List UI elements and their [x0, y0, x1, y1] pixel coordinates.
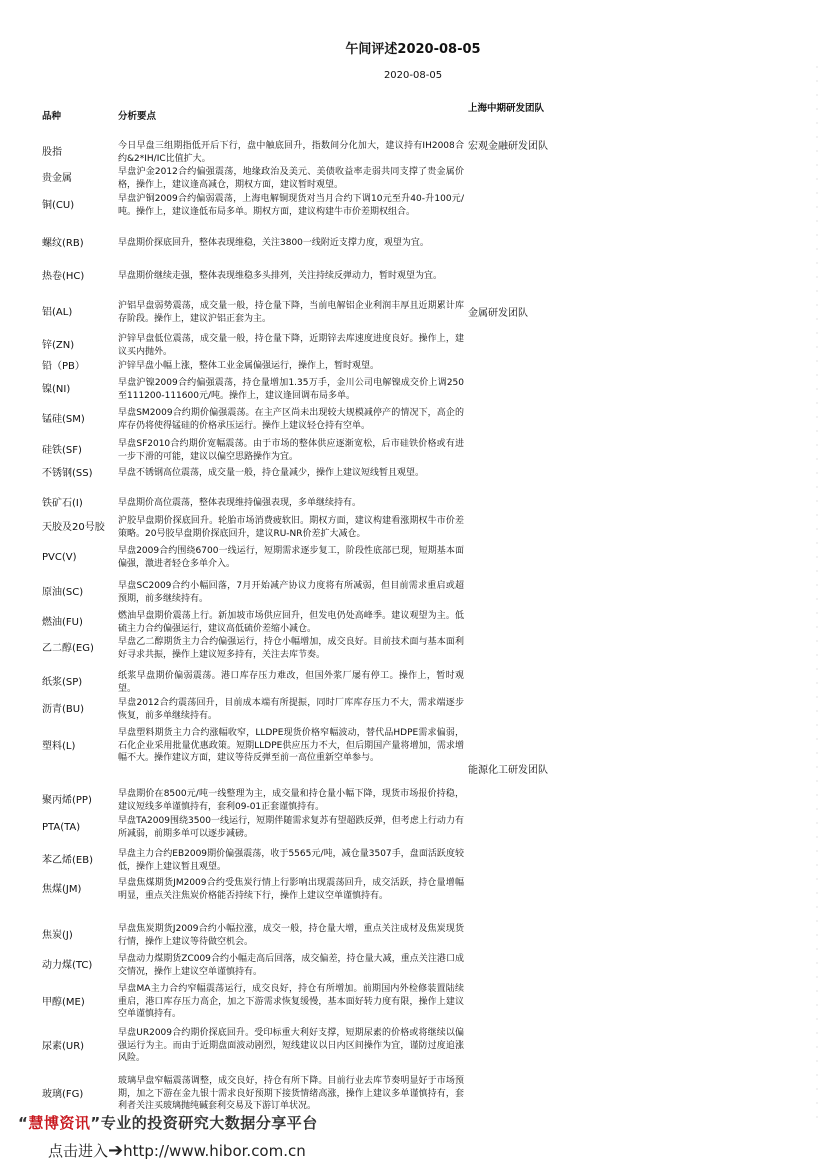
analysis-text: 沪锌早盘低位震荡，成交量一般，持仓量下降，近期锌去库速度进度良好。操作上，建议买内抛外。	[118, 334, 464, 357]
footer-link-line	[48, 1140, 306, 1161]
analysis-text: 早盘SM2009合约期价偏强震荡。在主产区尚未出现较大规模减停产的情况下，高企的库存仍将使得锰硅的价格承压运行。操作上建议轻仓持有空单。	[118, 408, 464, 431]
analysis-text: 早盘MA主力合约窄幅震荡运行，成交良好，持仓有所增加。前期国内外检修装置陆续重启，港口库存压力高企，加之下游需求恢复缓慢，基本面好转力度有限，操作上建议空单谨慎持有。	[118, 984, 464, 1019]
footer-slogan	[18, 1112, 318, 1133]
team-label-energy-chemicals: 能源化工研发团队	[468, 765, 548, 776]
analysis-text: 早盘沪金2012合约偏强震荡，地缘政治及美元、美债收益率走弱共同支撑了贵金属价格，操作上，建议逢高减仓，期权方面，建议暂时观望。	[118, 167, 464, 190]
analysis-text: 早盘不锈钢高位震荡，成交量一般，持仓量减少，操作上建议短线暂且观望。	[118, 468, 425, 478]
variety-name: PVC(V)	[42, 552, 77, 563]
analysis-text: 纸浆早盘期价偏弱震荡。港口库存压力难改，但国外浆厂屡有停工。操作上，暂时观望。	[118, 671, 464, 694]
variety-name: 甲醇(ME)	[42, 996, 85, 1008]
variety-name: 天胶及20号胶	[42, 522, 105, 533]
variety-name: 硅铁(SF)	[42, 445, 82, 456]
analysis-text: 玻璃早盘窄幅震荡调整，成交良好，持仓有所下降。目前行业去库节奏明显好于市场预期，加之下游在金九银十需求良好预期下接货情绪高涨，操作上建议多单谨慎持有，套利者关注买玻璃抛纯碱套利交易及下游订单状况。	[118, 1076, 464, 1111]
variety-name: 锰硅(SM)	[42, 414, 85, 425]
arrow-right-icon: ➔	[108, 1140, 124, 1161]
quote-close: ”	[90, 1114, 101, 1132]
analysis-text: 今日早盘三组期指低开后下行，盘中触底回升，指数间分化加大，建议持有IH2008合约&2*IH/IC比值扩大。	[118, 141, 464, 164]
page-title: 午间评述2020-08-05	[345, 42, 481, 57]
team-label-metals: 金属研发团队	[468, 308, 528, 319]
variety-name: 铝(AL)	[42, 307, 73, 318]
analysis-text: 早盘焦煤期货JM2009合约受焦炭行情上行影响出现震荡回升，成交活跃，持仓量增幅明显，重点关注焦炭价格能否持续下行，操作上建议空单谨慎持有。	[118, 878, 464, 901]
analysis-text: 早盘TA2009围绕3500一线运行，短期伴随需求复苏有望超跌反弹，但考虑上行动力有所减弱，前期多单可以逐步减磅。	[118, 816, 464, 839]
analysis-text: 燃油早盘期价震荡上行。新加坡市场供应回升，但发电仍处高峰季。建议观望为主。低硫主力合约偏强运行，建议高低硫价差缩小减仓。	[118, 611, 464, 634]
variety-name: 动力煤(TC)	[42, 960, 93, 971]
slogan-text: 专业的投资研究大数据分享平台	[100, 1114, 318, 1132]
analysis-text: 早盘乙二醇期货主力合约偏强运行，持仓小幅增加，成交良好。目前技术面与基本面利好寻求共振，操作上建议短多持有，关注去库节奏。	[118, 637, 464, 660]
analysis-text: 早盘2009合约围绕6700一线运行，短期需求逐步复工，阶段性底部已现，短期基本面偏强，激进者轻仓多单介入。	[118, 546, 464, 569]
analysis-text: 早盘期价继续走强，整体表现维稳多头排列，关注持续反弹动力，暂时观望为宜。	[118, 271, 443, 281]
team-label-macro-finance: 宏观金融研发团队	[468, 141, 548, 152]
analysis-text: 沪锌早盘小幅上涨，整体工业金属偏强运行，操作上，暂时观望。	[118, 361, 380, 371]
variety-name: 塑料(L)	[42, 740, 76, 752]
quote-open: “	[18, 1114, 29, 1132]
variety-name: 玻璃(FG)	[42, 1088, 84, 1100]
variety-name: 铜(CU)	[42, 200, 75, 211]
variety-name: 贵金属	[42, 173, 72, 184]
analysis-text: 早盘期价探底回升，整体表现维稳，关注3800一线附近支撑力度，观望为宜。	[118, 238, 429, 248]
variety-name: 螺纹(RB)	[42, 238, 84, 249]
variety-name: 焦煤(JM)	[42, 884, 82, 895]
footer-url-link[interactable]: http://www.hibor.com.cn	[123, 1142, 306, 1160]
analysis-text: 早盘焦炭期货J2009合约小幅拉涨，成交一般，持仓量大增，重点关注成材及焦炭现货行情，操作上建议等待做空机会。	[118, 924, 464, 947]
variety-name: 热卷(HC)	[42, 271, 85, 282]
column-header-team: 上海中期研发团队	[468, 103, 545, 114]
analysis-text: 早盘UR2009合约期价探底回升。受印标重大利好支撑，短期尿素的价格或将继续以偏强运行为主。而由于近期盘面波动剧烈，短线建议以日内区间操作为宜，谨防过度追涨风险。	[118, 1028, 464, 1063]
brand-name: 慧博资讯	[28, 1114, 91, 1132]
analysis-text: 早盘SF2010合约期价宽幅震荡。由于市场的整体供应逐渐宽松，后市硅铁价格或有进一步下滑的可能，建议以偏空思路操作为宜。	[118, 439, 464, 462]
variety-name: 燃油(FU)	[42, 617, 83, 628]
variety-name: 铁矿石(I)	[42, 498, 83, 509]
column-header-variety: 品种	[42, 111, 62, 122]
variety-name: 焦炭(J)	[42, 930, 73, 941]
analysis-text: 沪胶早盘期价探底回升。轮胎市场消费疲软旧。期权方面，建议构建看涨期权牛市价差策略。20号胶早盘期价探底回升，建议RU-NR价差扩大减仓。	[118, 516, 464, 539]
analysis-text: 早盘动力煤期货ZC009合约小幅走高后回落，成交偏差，持仓量大减，重点关注港口成交情况，操作上建议空单谨慎持有。	[118, 954, 464, 977]
column-header-analysis: 分析要点	[118, 111, 157, 122]
analysis-text: 早盘SC2009合约小幅回落，7月开始减产协议力度将有所减弱，但目前需求重启或超预期，前多继续持有。	[118, 581, 464, 604]
variety-name: 纸浆(SP)	[42, 677, 83, 688]
variety-name: 镍(NI)	[42, 384, 71, 395]
analysis-text: 早盘沪铜2009合约偏弱震荡，上海电解铜现货对当月合约下调10元至升40-升100元/吨。操作上，建议逢低布局多单。期权方面，建议构建牛市价差期权组合。	[118, 194, 464, 217]
analysis-text: 早盘主力合约EB2009期价偏强震荡，收于5565元/吨，减仓量3507手，盘面活跃度较低，操作上建议暂且观望。	[118, 849, 464, 872]
variety-name: 苯乙烯(EB)	[42, 855, 93, 866]
variety-name: 原油(SC)	[42, 587, 84, 598]
variety-name: 乙二醇(EG)	[42, 643, 94, 654]
variety-name: 锌(ZN)	[42, 340, 75, 351]
variety-name: PTA(TA)	[42, 822, 81, 833]
analysis-text: 沪铝早盘弱势震荡，成交量一般，持仓量下降，当前电解铝企业利润丰厚且近期累计库存阶段。操作上，建议沪铝正套为主。	[118, 301, 464, 324]
analysis-text: 早盘塑料期货主力合约涨幅收窄，LLDPE现货价格窄幅波动，替代品HDPE需求偏弱，石化企业采用批量优惠政策。短期LLDPE供应压力不大，但后期国产量将增加，需求增幅不大。操作建议方面，建议等待反弹至前一高位重新空单参与。	[118, 728, 464, 763]
page-edge-dots	[816, 60, 818, 1120]
variety-name: 尿素(UR)	[42, 1040, 85, 1052]
variety-name: 不锈钢(SS)	[42, 468, 93, 479]
analysis-text: 早盘期价高位震荡，整体表现维持偏强表现，多单继续持有。	[118, 498, 362, 508]
analysis-text: 早盘2012合约震荡回升，目前成本端有所提振，同时厂库库存压力不大，需求端逐步恢复，前多单继续持有。	[118, 698, 464, 721]
analysis-text: 早盘沪镍2009合约偏强震荡，持仓量增加1.35万手，金川公司电解镍成交价上调250至111200-111600元/吨。操作上，建议逢回调布局多单。	[118, 378, 464, 401]
analysis-text: 早盘期价在8500元/吨一线整理为主，成交量和持仓量小幅下降，现货市场报价持稳，建议短线多单谨慎持有，套利09-01正套谨慎持有。	[118, 789, 464, 812]
variety-name: 沥青(BU)	[42, 704, 84, 715]
variety-name: 聚丙烯(PP)	[42, 795, 92, 806]
footer-link-prefix: 点击进入	[48, 1142, 109, 1160]
variety-name: 铅（PB）	[42, 361, 85, 372]
variety-name: 股指	[42, 147, 62, 158]
report-date: 2020-08-05	[383, 70, 443, 81]
